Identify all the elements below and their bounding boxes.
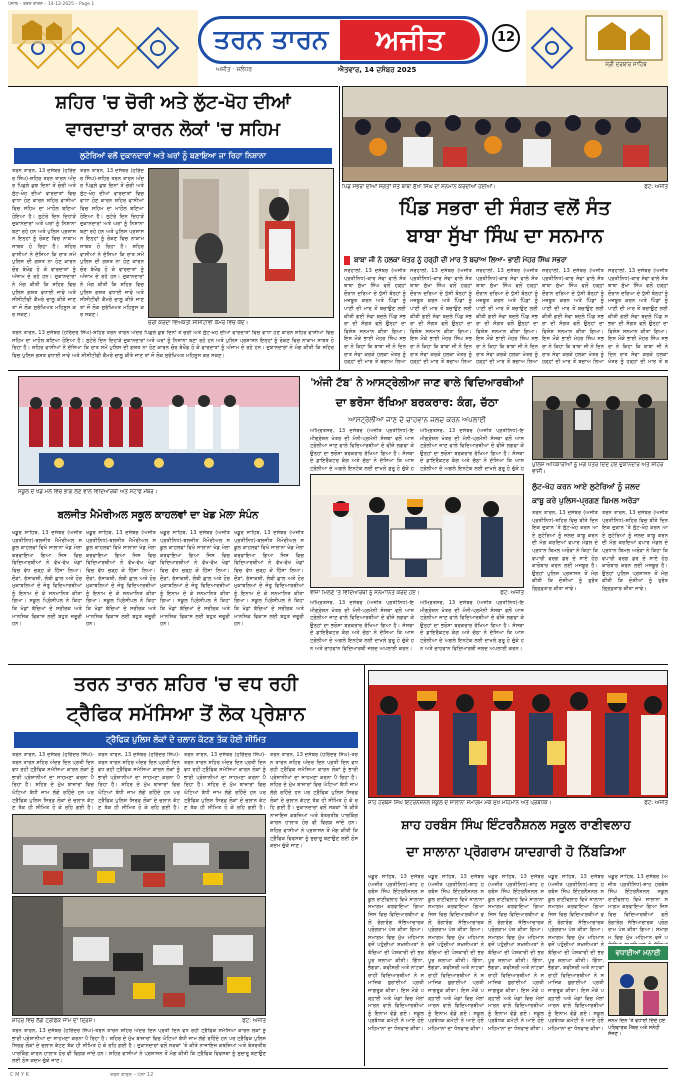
story4-award-photo <box>310 474 524 588</box>
story2-photo-credit: ਫੋਟੋ: ਅਜੀਤ <box>644 184 668 190</box>
story6-body-col4: ਤਰਨ ਤਾਰਨ, 13 ਦਸੰਬਰ (ਹਰਿੰਦਰ ਸਿੰਘ)-ਤਰਨ ਤਾਰਨ ਸ਼ਹਿਰ ਅੰਦਰ ਦਿਨ ਪ੍ਰਤੀ ਦਿਨ ਵਧ ਰਹੀ ਟ੍ਰੈਫਿਕ ਸਮੱਸਿਆ ਕਾਰਨ ਲੋਕਾਂ ਨੂੰ ਭਾਰੀ ਪ੍ਰੇਸ਼ਾਨੀਆਂ ਦਾ ਸਾਹਮਣਾ ਕਰਨਾ ਪੈ ਰਿਹਾ ਹੈ। ਸ਼ਹਿਰ ਦੇ ਮੁੱਖ ਬਾਜ਼ਾਰਾਂ ਵਿਚ ਘੰਟਿਆਂ ਬੱਧੀ ਜਾਮ ਲੱਗੇ ਰਹਿੰਦੇ ਹਨ ਪਰ ਟ੍ਰੈਫਿਕ ਪੁਲਿਸ ਸਿਰਫ਼ ਲੋਕਾਂ ਦੇ ਚਲਾਨ ਕੱਟਣ ਤੱਕ ਹੀ ਸੀਮਿਤ ਹੋ ਕੇ ਰਹਿ ਗਈ ਹੈ। ਦੁਕਾਨਦਾਰਾਂ ਵਲੋਂ ਸੜਕਾਂ 'ਤੇ ਕੀਤੇ ਨਾਜਾਇਜ਼ ਕਬਜ਼ਿਆਂ ਅਤੇ ਬੇਤਰਤੀਬ ਪਾਰਕਿੰਗ ਕਾਰਨ ਹਾਲਾਤ ਹੋਰ ਵੀ ਵਿਗੜ ਜਾਂਦੇ ਹਨ। ਸ਼ਹਿਰ ਵਾਸੀਆਂ ਨੇ ਪ੍ਰਸ਼ਾਸਨ ਤੋਂ ਮੰਗ ਕੀਤੀ ਕਿ ਟ੍ਰੈਫਿਕ ਵਿਵਸਥਾ ਨੂੰ ਸੁਚਾਰੂ ਬਣਾਉਣ ਲਈ ਠੋਸ ਕਦਮ ਚੁੱਕੇ ਜਾਣ। <box>270 752 358 850</box>
decorative-pattern-left-icon <box>8 10 198 86</box>
story7-headline-line1: ਸ਼ਾਹ ਹਰਬੰਸ ਸਿੰਘ ਇੰਟਰਨੈਸ਼ਨਲ ਸਕੂਲ ਰਾਣੀਵਲਾਹ <box>401 817 631 832</box>
story6-traffic-photo-1 <box>12 814 266 894</box>
story1-subhead: ਲੁਟੇਰਿਆਂ ਵਲੋਂ ਦੁਕਾਨਦਾਰਾਂ ਅਤੇ ਘਰਾਂ ਨੂੰ ਬਣਾਇਆ ਜਾ ਰਿਹਾ ਨਿਸ਼ਾਨਾ <box>14 148 332 164</box>
story2-body-col5: ਸਰਹਾਲੀ, 13 ਦਸੰਬਰ (ਅਜੀਤ ਪ੍ਰਤੀਨਿਧ)-ਕਾਰ ਸੇਵਾ ਵਾਲੇ ਸੰਤ ਬਾਬਾ ਸੁੱਖਾ ਸਿੰਘ ਵਲੋਂ ਹੜ੍ਹਾਂ ਦੌਰਾਨ ਦਰਿਆ ਦੇ ਧੁੱਸੀ ਬੰਨ੍ਹਾਂ ਨੂੰ ਮਜ਼ਬੂਤ ਕਰਨ ਅਤੇ ਪਿੰਡਾਂ ਨੂੰ ਪਾਣੀ ਦੀ ਮਾਰ ਤੋਂ ਬਚਾਉਣ ਲਈ ਕੀਤੀ ਗਈ ਸੇਵਾ ਬਦਲੇ ਪਿੰਡ ਸਭਰਾ ਦੀ ਸੰਗਤ ਵਲੋਂ ਉਨ੍ਹਾਂ ਦਾ ਵਿਸ਼ੇਸ਼ ਸਨਮਾਨ ਕੀਤਾ ਗਿਆ। ਇਸ ਮੌਕੇ ਭਾਈ ਮੇਹਰ ਸਿੰਘ ਸਭਰਾ ਨੇ ਕਿਹਾ ਕਿ ਬਾਬਾ ਜੀ ਨੇ ਦਿਨ ਰਾਤ ਸੇਵਾ ਕਰਕੇ ਹਲਕਾ ਖੇਤਰ ਨੂੰ ਹੜ੍ਹਾਂ ਦੀ ਮਾਰ ਤੋਂ ਬ <box>608 268 668 366</box>
family-portrait-icon <box>609 963 668 1016</box>
story6-subhead: ਟ੍ਰੈਫਿਕ ਪੁਲਿਸ ਲੋਕਾਂ ਦੇ ਚਲਾਨ ਕੱਟਣ ਤੱਕ ਹੋਈ ਸੀਮਿਤ <box>14 732 358 748</box>
story2-body-col4: ਸਰਹਾਲੀ, 13 ਦਸੰਬਰ (ਅਜੀਤ ਪ੍ਰਤੀਨਿਧ)-ਕਾਰ ਸੇਵਾ ਵਾਲੇ ਸੰਤ ਬਾਬਾ ਸੁੱਖਾ ਸਿੰਘ ਵਲੋਂ ਹੜ੍ਹਾਂ ਦੌਰਾਨ ਦਰਿਆ ਦੇ ਧੁੱਸੀ ਬੰਨ੍ਹਾਂ ਨੂੰ ਮਜ਼ਬੂਤ ਕਰਨ ਅਤੇ ਪਿੰਡਾਂ ਨੂੰ ਪਾਣੀ ਦੀ ਮਾਰ ਤੋਂ ਬਚਾਉਣ ਲਈ ਕੀਤੀ ਗਈ ਸੇਵਾ ਬਦਲੇ ਪਿੰਡ ਸਭਰਾ ਦੀ ਸੰਗਤ ਵਲੋਂ ਉਨ੍ਹਾਂ ਦਾ ਵਿਸ਼ੇਸ਼ ਸਨਮਾਨ ਕੀਤਾ ਗਿਆ। ਇਸ ਮੌਕੇ ਭਾਈ ਮੇਹਰ ਸਿੰਘ ਸਭਰਾ ਨੇ ਕਿਹਾ ਕਿ ਬਾਬਾ ਜੀ ਨੇ ਦਿਨ ਰਾਤ ਸੇਵਾ ਕਰਕੇ ਹਲਕਾ ਖੇਤਰ ਨੂੰ ਹੜ੍ਹਾਂ ਦੀ ਮਾਰ ਤੋਂ ਬਚਾਅ ਲਿਆ <box>542 268 604 366</box>
story5-body-col2: ਤਰਨ ਤਾਰਨ, 13 ਦਸੰਬਰ (ਅਜੀਤ ਪ੍ਰਤੀਨਿਧ)-ਸ਼ਹਿਰ ਵਿਚ ਬੀਤੇ ਦਿਨ ਇਕ ਦੁਕਾਨ 'ਤੇ ਲੁੱਟ-ਖੋਹ ਕਰਨ ਆਏ ਲੁਟੇਰਿਆਂ ਨੂੰ ਜਲਦ ਕਾਬੂ ਕਰਨ ਦੀ ਮੰਗ ਕਰਦਿਆਂ ਵਪਾਰ ਮੰਡਲ ਦੇ ਪ੍ਰਧਾਨ ਬਿਮਲ ਅਰੋੜਾ ਨੇ ਕਿਹਾ ਕਿ ਵਪਾਰੀ ਵਰਗ ਡਰ ਦੇ ਸਾਏ ਹੇਠ ਕਾਰੋਬਾਰ ਕਰਨ ਲਈ ਮਜਬੂਰ ਹੈ। ਉਨ੍ਹਾਂ ਪੁਲਿਸ ਪ੍ਰਸ਼ਾਸਨ ਤੋਂ ਮੰਗ ਕੀਤੀ ਕਿ ਦੋਸ਼ੀਆਂ ਨੂੰ ਤੁਰੰਤ ਗ੍ਰਿਫ਼ਤਾਰ ਕੀਤਾ ਜਾਵੇ। <box>602 510 668 592</box>
story2-body-col2: ਸਰਹਾਲੀ, 13 ਦਸੰਬਰ (ਅਜੀਤ ਪ੍ਰਤੀਨਿਧ)-ਕਾਰ ਸੇਵਾ ਵਾਲੇ ਸੰਤ ਬਾਬਾ ਸੁੱਖਾ ਸਿੰਘ ਵਲੋਂ ਹੜ੍ਹਾਂ ਦੌਰਾਨ ਦਰਿਆ ਦੇ ਧੁੱਸੀ ਬੰਨ੍ਹਾਂ ਨੂੰ ਮਜ਼ਬੂਤ ਕਰਨ ਅਤੇ ਪਿੰਡਾਂ ਨੂੰ ਪਾਣੀ ਦੀ ਮਾਰ ਤੋਂ ਬਚਾਉਣ ਲਈ ਕੀਤੀ ਗਈ ਸੇਵਾ ਬਦਲੇ ਪਿੰਡ ਸਭਰਾ ਦੀ ਸੰਗਤ ਵਲੋਂ ਉਨ੍ਹਾਂ ਦਾ ਵਿਸ਼ੇਸ਼ ਸਨਮਾਨ ਕੀਤਾ ਗਿਆ। ਇਸ ਮੌਕੇ ਭਾਈ ਮੇਹਰ ਸਿੰਘ ਸਭਰਾ ਨੇ ਕਿਹਾ ਕਿ ਬਾਬਾ ਜੀ ਨੇ ਦਿਨ ਰਾਤ ਸੇਵਾ ਕਰਕੇ ਹਲਕਾ ਖੇਤਰ ਨੂੰ ਹੜ੍ਹਾਂ ਦੀ ਮਾਰ ਤੋਂ ਬਚਾਅ ਲਿਆ <box>410 268 472 366</box>
award-handover-icon <box>311 475 524 588</box>
story2-sangat-photo <box>342 86 668 182</box>
story4-headline-line1: 'ਅੰਜੀ ਟੱਬ' ਨੇ ਆਸਟ੍ਰੇਲੀਆ ਜਾਣ ਵਾਲੇ ਵਿਦਿਆਰਥੀਆਂ <box>310 377 524 389</box>
traffic-jam-icon <box>13 815 266 894</box>
cctv-scene-icon <box>149 169 334 318</box>
story3-body-col3: ਖਡੂਰ ਸਾਹਿਬ, 13 ਦਸੰਬਰ (ਅਜੀਤ ਪ੍ਰਤੀਨਿਧ)-ਬਲਜੀਤ ਮੈਮੋਰੀਅਲ ਸਕੂਲ ਕਾਹਲਵਾਂ ਵਿਖੇ ਸਾਲਾਨਾ ਖੇਡ ਮੇਲਾ ਕਰਵਾਇਆ ਗਿਆ ਜਿਸ ਵਿਚ ਵਿਦਿਆਰਥੀਆਂ ਨੇ ਵੱਖ-ਵੱਖ ਖੇਡਾਂ ਵਿਚ ਵੱਧ ਚੜ੍ਹ ਕੇ ਹਿੱਸਾ ਲਿਆ। ਦੌੜਾਂ, ਰੱਸਾਕਸ਼ੀ, ਲੰਬੀ ਛਾਲ ਅਤੇ ਹੋਰ ਮੁਕਾਬਲਿਆਂ ਦੇ ਜੇਤੂ ਵਿਦਿਆਰਥੀਆਂ ਨੂੰ ਇਨਾਮ ਦੇ ਕੇ ਸਨਮਾਨਿਤ ਕੀਤਾ ਗਿਆ। ਸਕੂਲ ਪ੍ਰਿੰਸੀਪਲ ਨੇ ਕਿਹਾ ਕਿ ਖੇਡਾਂ ਬੱਚਿਆਂ ਦੇ ਸਰੀਰਕ ਅਤੇ ਮਾਨਸਿਕ ਵਿਕਾਸ ਲਈ ਬਹੁਤ ਜ਼ਰੂਰੀ ਹਨ। <box>160 530 230 628</box>
story1-body-col2: ਤਰਨ ਤਾਰਨ, 13 ਦਸੰਬਰ (ਹਰਿੰਦਰ ਸਿੰਘ)-ਸ਼ਹਿਰ ਤਰਨ ਤਾਰਨ ਅੰਦਰ ਪਿਛਲੇ ਕੁਝ ਦਿਨਾਂ ਤੋਂ ਚੋਰੀ ਅਤੇ ਲੁੱਟ-ਖੋਹ ਦੀਆਂ ਵਾਰਦਾਤਾਂ ਵਿਚ ਵਾਧਾ ਹੋਣ ਕਾਰਨ ਸ਼ਹਿਰ ਵਾਸੀਆਂ ਵਿਚ ਸਹਿਮ ਦਾ ਮਾਹੌਲ ਬਣਿਆ ਹੋਇਆ ਹੈ। ਲੁਟੇਰੇ ਦਿਨ ਦਿਹਾੜੇ ਦੁਕਾਨਦਾਰਾਂ ਅਤੇ ਘਰਾਂ ਨੂੰ ਨਿਸ਼ਾਨਾ ਬਣਾ ਰਹੇ ਹਨ ਅਤੇ ਪੁਲਿਸ ਪ੍ਰਸ਼ਾਸਨ ਇਨ੍ਹਾਂ ਨੂੰ ਰੋਕਣ ਵਿਚ ਨਾਕਾਮ ਸਾਬਤ ਹੋ ਰਿਹਾ ਹੈ। ਸ਼ਹਿਰ ਵਾਸੀਆਂ ਨੇ ਦੱਸਿਆ ਕਿ ਰਾਤ ਸਮੇਂ ਪੁਲਿਸ ਦੀ ਗਸ਼ਤ ਨਾ ਹੋਣ ਕਾਰਨ ਚੋਰ ਬੇਖੌਫ ਹੋ ਕੇ ਵਾਰਦਾਤਾਂ ਨੂੰ ਅੰਜਾਮ ਦੇ ਰਹੇ ਹਨ। ਦੁਕਾਨਦਾਰਾਂ ਨੇ ਮੰਗ ਕੀਤੀ ਕਿ ਸ਼ਹਿਰ ਵਿਚ ਪੁਲਿਸ ਗਸ਼ਤ ਵਧਾਈ ਜਾਵੇ ਅਤੇ ਸੀਸੀਟੀਵੀ ਕੈਮਰੇ ਚਾਲੂ ਕੀਤੇ ਜਾਣ ਤਾਂ ਜੋ ਲੋਕ ਸੁਰੱਖਿਅਤ ਮਹਿਸੂਸ ਕਰ ਸਕਣ। <box>80 168 144 319</box>
story6-headline-line1: ਤਰਨ ਤਾਰਨ ਸ਼ਹਿਰ 'ਚ ਵਧ ਰਹੀ <box>73 673 298 695</box>
school-event-stage-icon <box>369 671 668 798</box>
print-slug: ਪੰਜਾਬ – ਤਰਨ ਤਾਰਨ – 14-12-2025 – Page 1 <box>8 2 95 7</box>
story4-photo-credit: ਫੋਟੋ: ਅਜੀਤ <box>500 590 524 596</box>
story1-frame-top <box>8 86 338 87</box>
story1-body-col-bottom: ਤਰਨ ਤਾਰਨ, 13 ਦਸੰਬਰ (ਹਰਿੰਦਰ ਸਿੰਘ)-ਸ਼ਹਿਰ ਤਰਨ ਤਾਰਨ ਅੰਦਰ ਪਿਛਲੇ ਕੁਝ ਦਿਨਾਂ ਤੋਂ ਚੋਰੀ ਅਤੇ ਲੁੱਟ-ਖੋਹ ਦੀਆਂ ਵਾਰਦਾਤਾਂ ਵਿਚ ਵਾਧਾ ਹੋਣ ਕਾਰਨ ਸ਼ਹਿਰ ਵਾਸੀਆਂ ਵਿਚ ਸਹਿਮ ਦਾ ਮਾਹੌਲ ਬਣਿਆ ਹੋਇਆ ਹੈ। ਲੁਟੇਰੇ ਦਿਨ ਦਿਹਾੜੇ ਦੁਕਾਨਦਾਰਾਂ ਅਤੇ ਘਰਾਂ ਨੂੰ ਨਿਸ਼ਾਨਾ ਬਣਾ ਰਹੇ ਹਨ ਅਤੇ ਪੁਲਿਸ ਪ੍ਰਸ਼ਾਸਨ ਇਨ੍ਹਾਂ ਨੂੰ ਰੋਕਣ ਵਿਚ ਨਾਕਾਮ ਸਾਬਤ ਹੋ ਰਿਹਾ ਹੈ। ਸ਼ਹਿਰ ਵਾਸੀਆਂ ਨੇ ਦੱਸਿਆ ਕਿ ਰਾਤ ਸਮੇਂ ਪੁਲਿਸ ਦੀ ਗਸ਼ਤ ਨਾ ਹੋਣ ਕਾਰਨ ਚੋਰ ਬੇਖੌਫ ਹੋ ਕੇ ਵਾਰਦਾਤਾਂ ਨੂੰ ਅੰਜਾਮ ਦੇ ਰਹੇ ਹਨ। ਦੁਕਾਨਦਾਰਾਂ ਨੇ ਮੰਗ ਕੀਤੀ ਕਿ ਸ਼ਹਿਰ ਵਿਚ ਪੁਲਿਸ ਗਸ਼ਤ ਵਧਾਈ ਜਾਵੇ ਅਤੇ ਸੀਸੀਟੀਵੀ ਕੈਮਰੇ ਚਾਲੂ ਕੀਤੇ ਜਾਣ ਤਾਂ ਜੋ ਲੋਕ ਸੁਰੱਖਿਅਤ ਮਹਿਸੂਸ ਕਰ ਸਕਣ। <box>12 330 334 359</box>
story6-body-col-bottom: ਤਰਨ ਤਾਰਨ, 13 ਦਸੰਬਰ (ਹਰਿੰਦਰ ਸਿੰਘ)-ਤਰਨ ਤਾਰਨ ਸ਼ਹਿਰ ਅੰਦਰ ਦਿਨ ਪ੍ਰਤੀ ਦਿਨ ਵਧ ਰਹੀ ਟ੍ਰੈਫਿਕ ਸਮੱਸਿਆ ਕਾਰਨ ਲੋਕਾਂ ਨੂੰ ਭਾਰੀ ਪ੍ਰੇਸ਼ਾਨੀਆਂ ਦਾ ਸਾਹਮਣਾ ਕਰਨਾ ਪੈ ਰਿਹਾ ਹੈ। ਸ਼ਹਿਰ ਦੇ ਮੁੱਖ ਬਾਜ਼ਾਰਾਂ ਵਿਚ ਘੰਟਿਆਂ ਬੱਧੀ ਜਾਮ ਲੱਗੇ ਰਹਿੰਦੇ ਹਨ ਪਰ ਟ੍ਰੈਫਿਕ ਪੁਲਿਸ ਸਿਰਫ਼ ਲੋਕਾਂ ਦੇ ਚਲਾਨ ਕੱਟਣ ਤੱਕ ਹੀ ਸੀਮਿਤ ਹੋ ਕੇ ਰਹਿ ਗਈ ਹੈ। ਦੁਕਾਨਦਾਰਾਂ ਵਲੋਂ ਸੜਕਾਂ 'ਤੇ ਕੀਤੇ ਨਾਜਾਇਜ਼ ਕਬਜ਼ਿਆਂ ਅਤੇ ਬੇਤਰਤੀਬ ਪਾਰਕਿੰਗ ਕਾਰਨ ਹਾਲਾਤ ਹੋਰ ਵੀ ਵਿਗੜ ਜਾਂਦੇ ਹਨ। ਸ਼ਹਿਰ ਵਾਸੀਆਂ ਨੇ ਪ੍ਰਸ਼ਾਸਨ ਤੋਂ ਮੰਗ ਕੀਤੀ ਕਿ ਟ੍ਰੈਫਿਕ ਵਿਵਸਥਾ ਨੂੰ ਸੁਚਾਰੂ ਬਣਾਉਣ ਲਈ ਠੋਸ ਕਦਮ ਚੁੱਕੇ ਜਾਣ। <box>12 1028 266 1065</box>
story7-body-col5: ਖਡੂਰ ਸਾਹਿਬ, 13 ਦਸੰਬਰ (ਅਜੀਤ ਪ੍ਰਤੀਨਿਧ)-ਸ਼ਾਹ ਹਰਬੰਸ ਸਿੰਘ ਇੰਟਰਨੈਸ਼ਨਲ ਸਕੂਲ ਰਾਣੀਵਲਾਹ ਵਿਖੇ ਸਾਲਾਨਾ ਸਮਾਗਮ ਕਰਵਾਇਆ ਗਿਆ ਜਿਸ ਵਿਚ ਵਿਦਿਆਰਥੀਆਂ ਵਲੋਂ ਰੰਗਾਰੰਗ ਸੱਭਿਆਚਾਰਕ ਪ੍ਰੋਗਰਾਮ ਪੇਸ਼ ਕੀਤਾ ਗਿਆ। ਸਮਾਗਮ ਵਿਚ ਮੁੱਖ ਮਹਿਮਾਨ ਵਜੋਂ ਪ <box>608 874 668 941</box>
story6-body-col1: ਤਰਨ ਤਾਰਨ, 13 ਦਸੰਬਰ (ਹਰਿੰਦਰ ਸਿੰਘ)-ਤਰਨ ਤਾਰਨ ਸ਼ਹਿਰ ਅੰਦਰ ਦਿਨ ਪ੍ਰਤੀ ਦਿਨ ਵਧ ਰਹੀ ਟ੍ਰੈਫਿਕ ਸਮੱਸਿਆ ਕਾਰਨ ਲੋਕਾਂ ਨੂੰ ਭਾਰੀ ਪ੍ਰੇਸ਼ਾਨੀਆਂ ਦਾ ਸਾਹਮਣਾ ਕਰਨਾ ਪੈ ਰਿਹਾ ਹੈ। ਸ਼ਹਿਰ ਦੇ ਮੁੱਖ ਬਾਜ਼ਾਰਾਂ ਵਿਚ ਘੰਟਿਆਂ ਬੱਧੀ ਜਾਮ ਲੱਗੇ ਰਹਿੰਦੇ ਹਨ ਪਰ ਟ੍ਰੈਫਿਕ ਪੁਲਿਸ ਸਿਰਫ਼ ਲੋਕਾਂ ਦੇ ਚਲਾਨ ਕੱਟਣ ਤੱਕ ਹੀ ਸੀਮਿਤ ਹੋ ਕੇ ਰਹਿ ਗਈ ਹੈ। <box>12 752 94 812</box>
story2-subhead: ਬਾਬਾ ਜੀ ਨੇ ਹਲਕਾ ਖੇਤਰ ਨੂੰ ਹਰ੍ਹੀ ਦੀ ਮਾਰ ਤੋਂ ਬਚਾਅ ਲਿਆ- ਭਾਈ ਮੇਹਰ ਸਿੰਘ ਸਭਰਾ <box>344 256 666 265</box>
story1-body-col1: ਤਰਨ ਤਾਰਨ, 13 ਦਸੰਬਰ (ਹਰਿੰਦਰ ਸਿੰਘ)-ਸ਼ਹਿਰ ਤਰਨ ਤਾਰਨ ਅੰਦਰ ਪਿਛਲੇ ਕੁਝ ਦਿਨਾਂ ਤੋਂ ਚੋਰੀ ਅਤੇ ਲੁੱਟ-ਖੋਹ ਦੀਆਂ ਵਾਰਦਾਤਾਂ ਵਿਚ ਵਾਧਾ ਹੋਣ ਕਾਰਨ ਸ਼ਹਿਰ ਵਾਸੀਆਂ ਵਿਚ ਸਹਿਮ ਦਾ ਮਾਹੌਲ ਬਣਿਆ ਹੋਇਆ ਹੈ। ਲੁਟੇਰੇ ਦਿਨ ਦਿਹਾੜੇ ਦੁਕਾਨਦਾਰਾਂ ਅਤੇ ਘਰਾਂ ਨੂੰ ਨਿਸ਼ਾਨਾ ਬਣਾ ਰਹੇ ਹਨ ਅਤੇ ਪੁਲਿਸ ਪ੍ਰਸ਼ਾਸਨ ਇਨ੍ਹਾਂ ਨੂੰ ਰੋਕਣ ਵਿਚ ਨਾਕਾਮ ਸਾਬਤ ਹੋ ਰਿਹਾ ਹੈ। ਸ਼ਹਿਰ ਵਾਸੀਆਂ ਨੇ ਦੱਸਿਆ ਕਿ ਰਾਤ ਸਮੇਂ ਪੁਲਿਸ ਦੀ ਗਸ਼ਤ ਨਾ ਹੋਣ ਕਾਰਨ ਚੋਰ ਬੇਖੌਫ ਹੋ ਕੇ ਵਾਰਦਾਤਾਂ ਨੂੰ ਅੰਜਾਮ ਦੇ ਰਹੇ ਹਨ। ਦੁਕਾਨਦਾਰਾਂ ਨੇ ਮੰਗ ਕੀਤੀ ਕਿ ਸ਼ਹਿਰ ਵਿਚ ਪੁਲਿਸ ਗਸ਼ਤ ਵਧਾਈ ਜਾਵੇ ਅਤੇ ਸੀਸੀਟੀਵੀ ਕੈਮਰੇ ਚਾਲੂ ਕੀਤੇ ਜਾਣ ਤਾਂ ਜੋ ਲੋਕ ਸੁਰੱਖਿਅਤ ਮਹਿਸੂਸ ਕਰ ਸਕਣ। <box>12 168 76 319</box>
story1-photo-caption: ਚੋਰੀ ਕਰਦਾ ਵਿਅਕਤੀ ਸੀਸੀਟੀਵੀ ਕੈਮਰੇ ਵਿਚ ਕੈਦ। <box>148 320 249 326</box>
greetings-label: ਵਧਾਈਆਂ ਮਨਾਈ <box>608 946 668 960</box>
traffic-street-icon <box>13 897 266 1016</box>
story6-photo-credit: ਫੋਟੋ: ਅਜੀਤ <box>242 1018 266 1024</box>
story5-photo-caption: ਪੁਲਿਸ ਅਧਿਕਾਰੀਆਂ ਨੂੰ ਮੰਗ ਪੱਤਰ ਦਿੰਦੇ ਹੋਏ ਦੁਕਾਨਦਾਰ ਅਤੇ ਸ਼ਹਿਰ ਵਾਸੀ। <box>532 462 664 475</box>
footer-right: ਤਰਨ ਤਾਰਨ – ਪੰਨਾ 12 <box>110 1072 154 1078</box>
story7-body-col2: ਖਡੂਰ ਸਾਹਿਬ, 13 ਦਸੰਬਰ (ਅਜੀਤ ਪ੍ਰਤੀਨਿਧ)-ਸ਼ਾਹ ਹਰਬੰਸ ਸਿੰਘ ਇੰਟਰਨੈਸ਼ਨਲ ਸਕੂਲ ਰਾਣੀਵਲਾਹ ਵਿਖੇ ਸਾਲਾਨਾ ਸਮਾਗਮ ਕਰਵਾਇਆ ਗਿਆ ਜਿਸ ਵਿਚ ਵਿਦਿਆਰਥੀਆਂ ਵਲੋਂ ਰੰਗਾਰੰਗ ਸੱਭਿਆਚਾਰਕ ਪ੍ਰੋਗਰਾਮ ਪੇਸ਼ ਕੀਤਾ ਗਿਆ। ਸਮਾਗਮ ਵਿਚ ਮੁੱਖ ਮਹਿਮਾਨ ਵਜੋਂ ਪਹੁੰਚੀਆਂ ਸ਼ਖ਼ਸੀਅਤਾਂ ਨੇ ਬੱਚਿਆਂ ਦੀ ਪੇਸ਼ਕਾਰੀ ਦੀ ਭਰਪੂਰ ਸ਼ਲਾਘਾ ਕੀਤੀ। ਗਿੱਧਾ, ਭੰਗੜਾ, ਕਵੀਸ਼ਰੀ ਅਤੇ ਨਾਟਕਾਂ ਰਾਹੀਂ ਵਿਦਿਆਰਥੀਆਂ ਨੇ ਸਮਾਜਿਕ ਬੁਰਾਈਆਂ ਪ੍ਰਤੀ ਜਾਗਰੂਕ ਕੀਤਾ। ਇਸ ਮੌਕੇ ਪੜ੍ਹਾਈ ਅਤੇ ਖੇਡਾਂ ਵਿਚ ਮੱਲਾਂ ਮਾਰਨ ਵਾਲੇ ਵਿਦਿਆਰਥੀਆਂ ਨੂੰ ਇਨਾਮ ਵੰਡੇ ਗਏ। ਸਕੂਲ ਪ੍ਰਬੰਧਕ ਕਮੇਟੀ ਨੇ ਆਏ ਹੋਏ ਮਹਿਮਾਨਾਂ ਦਾ ਧੰਨਵਾਦ ਕੀਤਾ। <box>428 874 484 1032</box>
story3-body-col1: ਖਡੂਰ ਸਾਹਿਬ, 13 ਦਸੰਬਰ (ਅਜੀਤ ਪ੍ਰਤੀਨਿਧ)-ਬਲਜੀਤ ਮੈਮੋਰੀਅਲ ਸਕੂਲ ਕਾਹਲਵਾਂ ਵਿਖੇ ਸਾਲਾਨਾ ਖੇਡ ਮੇਲਾ ਕਰਵਾਇਆ ਗਿਆ ਜਿਸ ਵਿਚ ਵਿਦਿਆਰਥੀਆਂ ਨੇ ਵੱਖ-ਵੱਖ ਖੇਡਾਂ ਵਿਚ ਵੱਧ ਚੜ੍ਹ ਕੇ ਹਿੱਸਾ ਲਿਆ। ਦੌੜਾਂ, ਰੱਸਾਕਸ਼ੀ, ਲੰਬੀ ਛਾਲ ਅਤੇ ਹੋਰ ਮੁਕਾਬਲਿਆਂ ਦੇ ਜੇਤੂ ਵਿਦਿਆਰਥੀਆਂ ਨੂੰ ਇਨਾਮ ਦੇ ਕੇ ਸਨਮਾਨਿਤ ਕੀਤਾ ਗਿਆ। ਸਕੂਲ ਪ੍ਰਿੰਸੀਪਲ ਨੇ ਕਿਹਾ ਕਿ ਖੇਡਾਂ ਬੱਚਿਆਂ ਦੇ ਸਰੀਰਕ ਅਤੇ ਮਾਨਸਿਕ ਵਿਕਾਸ ਲਈ ਬਹੁਤ ਜ਼ਰੂਰੀ ਹਨ। <box>12 530 82 628</box>
story4-body-bottom-col1: ਅੰਮ੍ਰਿਤਸਰ, 13 ਦਸੰਬਰ (ਅਜੀਤ ਪ੍ਰਤੀਨਿਧ)-ਇਮੀਗ੍ਰੇਸ਼ਨ ਖੇਤਰ ਦੀ ਮੰਨੀ-ਪ੍ਰਮੰਨੀ ਸੰਸਥਾ ਵਲੋਂ ਆਸਟ੍ਰੇਲੀਆ ਜਾਣ ਵਾਲੇ ਵਿਦਿਆਰਥੀਆਂ ਦੇ ਵੀਜ਼ੇ ਲਗਵਾ ਕੇ ਉਨ੍ਹਾਂ ਦਾ ਭਰੋਸਾ ਬਰਕਰਾਰ ਰੱਖਿਆ ਗਿਆ ਹੈ। ਸੰਸਥਾ ਦੇ ਡਾਇਰੈਕਟਰ ਕੰਗ ਅਤੇ ਚੱਠਾ ਨੇ ਦੱਸਿਆ ਕਿ ਆਸਟ੍ਰੇਲੀਆ ਦੇ ਅਗਲੇ ਇਨਟੇਕ ਲਈ ਦਾਖਲੇ ਸ਼ੁਰੂ ਹੋ ਚੁੱਕੇ ਹਨ ਅਤੇ ਚਾਹਵਾਨ ਵਿਦਿਆਰਥੀ ਜਲਦ ਅਪਲਾਈ ਕਰਨ। <box>310 600 414 652</box>
story2-body-col3: ਸਰਹਾਲੀ, 13 ਦਸੰਬਰ (ਅਜੀਤ ਪ੍ਰਤੀਨਿਧ)-ਕਾਰ ਸੇਵਾ ਵਾਲੇ ਸੰਤ ਬਾਬਾ ਸੁੱਖਾ ਸਿੰਘ ਵਲੋਂ ਹੜ੍ਹਾਂ ਦੌਰਾਨ ਦਰਿਆ ਦੇ ਧੁੱਸੀ ਬੰਨ੍ਹਾਂ ਨੂੰ ਮਜ਼ਬੂਤ ਕਰਨ ਅਤੇ ਪਿੰਡਾਂ ਨੂੰ ਪਾਣੀ ਦੀ ਮਾਰ ਤੋਂ ਬਚਾਉਣ ਲਈ ਕੀਤੀ ਗਈ ਸੇਵਾ ਬਦਲੇ ਪਿੰਡ ਸਭਰਾ ਦੀ ਸੰਗਤ ਵਲੋਂ ਉਨ੍ਹਾਂ ਦਾ ਵਿਸ਼ੇਸ਼ ਸਨਮਾਨ ਕੀਤਾ ਗਿਆ। ਇਸ ਮੌਕੇ ਭਾਈ ਮੇਹਰ ਸਿੰਘ ਸਭਰਾ ਨੇ ਕਿਹਾ ਕਿ ਬਾਬਾ ਜੀ ਨੇ ਦਿਨ ਰਾਤ ਸੇਵਾ ਕਰਕੇ ਹਲਕਾ ਖੇਤਰ ਨੂੰ ਹੜ੍ਹਾਂ ਦੀ ਮਾਰ ਤੋਂ ਬਚਾਅ ਲਿਆ <box>476 268 538 366</box>
story4-body-bottom-col2: ਅੰਮ੍ਰਿਤਸਰ, 13 ਦਸੰਬਰ (ਅਜੀਤ ਪ੍ਰਤੀਨਿਧ)-ਇਮੀਗ੍ਰੇਸ਼ਨ ਖੇਤਰ ਦੀ ਮੰਨੀ-ਪ੍ਰਮੰਨੀ ਸੰਸਥਾ ਵਲੋਂ ਆਸਟ੍ਰੇਲੀਆ ਜਾਣ ਵਾਲੇ ਵਿਦਿਆਰਥੀਆਂ ਦੇ ਵੀਜ਼ੇ ਲਗਵਾ ਕੇ ਉਨ੍ਹਾਂ ਦਾ ਭਰੋਸਾ ਬਰਕਰਾਰ ਰੱਖਿਆ ਗਿਆ ਹੈ। ਸੰਸਥਾ ਦੇ ਡਾਇਰੈਕਟਰ ਕੰਗ ਅਤੇ ਚੱਠਾ ਨੇ ਦੱਸਿਆ ਕਿ ਆਸਟ੍ਰੇਲੀਆ ਦੇ ਅਗਲੇ ਇਨਟੇਕ ਲਈ ਦਾਖਲੇ ਸ਼ੁਰੂ ਹੋ ਚੁੱਕੇ ਹਨ ਅਤੇ ਚਾਹਵਾਨ ਵਿਦਿਆਰਥੀ ਜਲਦ ਅਪਲਾਈ ਕਰਨ। <box>420 600 524 652</box>
officials-meeting-icon <box>533 377 668 460</box>
story1-headline-line2: ਵਾਰਦਾਤਾਂ ਕਾਰਨ ਲੋਕਾਂ 'ਚ ਸਹਿਮ <box>65 119 280 140</box>
story5-headline-line1: ਲੁੱਟ-ਖੋਹ ਕਰਨ ਆਏ ਲੁਟੇਰਿਆਂ ਨੂੰ ਜਲਦ <box>532 482 640 491</box>
story5-meeting-photo <box>532 376 668 460</box>
story6-headline-line2: ਟ੍ਰੈਫਿਕ ਸਮੱਸਿਆ ਤੋਂ ਲੋਕ ਪ੍ਰੇਸ਼ਾਨ <box>66 703 306 725</box>
story1-cctv-photo <box>148 168 334 318</box>
story7-body-col1: ਖਡੂਰ ਸਾਹਿਬ, 13 ਦਸੰਬਰ (ਅਜੀਤ ਪ੍ਰਤੀਨਿਧ)-ਸ਼ਾਹ ਹਰਬੰਸ ਸਿੰਘ ਇੰਟਰਨੈਸ਼ਨਲ ਸਕੂਲ ਰਾਣੀਵਲਾਹ ਵਿਖੇ ਸਾਲਾਨਾ ਸਮਾਗਮ ਕਰਵਾਇਆ ਗਿਆ ਜਿਸ ਵਿਚ ਵਿਦਿਆਰਥੀਆਂ ਵਲੋਂ ਰੰਗਾਰੰਗ ਸੱਭਿਆਚਾਰਕ ਪ੍ਰੋਗਰਾਮ ਪੇਸ਼ ਕੀਤਾ ਗਿਆ। ਸਮਾਗਮ ਵਿਚ ਮੁੱਖ ਮਹਿਮਾਨ ਵਜੋਂ ਪਹੁੰਚੀਆਂ ਸ਼ਖ਼ਸੀਅਤਾਂ ਨੇ ਬੱਚਿਆਂ ਦੀ ਪੇਸ਼ਕਾਰੀ ਦੀ ਭਰਪੂਰ ਸ਼ਲਾਘਾ ਕੀਤੀ। ਗਿੱਧਾ, ਭੰਗੜਾ, ਕਵੀਸ਼ਰੀ ਅਤੇ ਨਾਟਕਾਂ ਰਾਹੀਂ ਵਿਦਿਆਰਥੀਆਂ ਨੇ ਸਮਾਜਿਕ ਬੁਰਾਈਆਂ ਪ੍ਰਤੀ ਜਾਗਰੂਕ ਕੀਤਾ। ਇਸ ਮੌਕੇ ਪੜ੍ਹਾਈ ਅਤੇ ਖੇਡਾਂ ਵਿਚ ਮੱਲਾਂ ਮਾਰਨ ਵਾਲੇ ਵਿਦਿਆਰਥੀਆਂ ਨੂੰ ਇਨਾਮ ਵੰਡੇ ਗਏ। ਸਕੂਲ ਪ੍ਰਬੰਧਕ ਕਮੇਟੀ ਨੇ ਆਏ ਹੋਏ ਮਹਿਮਾਨਾਂ ਦਾ ਧੰਨਵਾਦ ਕੀਤਾ। <box>368 874 424 1032</box>
masthead-title-left: ਤਰਨ ਤਾਰਨ <box>213 25 329 55</box>
masthead <box>8 10 668 86</box>
story7-headline-line2: ਦਾ ਸਾਲਾਨਾ ਪ੍ਰੋਗਰਾਮ ਯਾਦਗਾਰੀ ਹੋ ਨਿੱਬੜਿਆ <box>406 845 626 860</box>
story4-headline-line2: ਦਾ ਭਰੋਸਾ ਰੱਖਿਆ ਬਰਕਰਾਰ: ਕੰਗ, ਚੱਠਾ <box>335 396 499 409</box>
story2-body-col1: ਸਰਹਾਲੀ, 13 ਦਸੰਬਰ (ਅਜੀਤ ਪ੍ਰਤੀਨਿਧ)-ਕਾਰ ਸੇਵਾ ਵਾਲੇ ਸੰਤ ਬਾਬਾ ਸੁੱਖਾ ਸਿੰਘ ਵਲੋਂ ਹੜ੍ਹਾਂ ਦੌਰਾਨ ਦਰਿਆ ਦੇ ਧੁੱਸੀ ਬੰਨ੍ਹਾਂ ਨੂੰ ਮਜ਼ਬੂਤ ਕਰਨ ਅਤੇ ਪਿੰਡਾਂ ਨੂੰ ਪਾਣੀ ਦੀ ਮਾਰ ਤੋਂ ਬਚਾਉਣ ਲਈ ਕੀਤੀ ਗਈ ਸੇਵਾ ਬਦਲੇ ਪਿੰਡ ਸਭਰਾ ਦੀ ਸੰਗਤ ਵਲੋਂ ਉਨ੍ਹਾਂ ਦਾ ਵਿਸ਼ੇਸ਼ ਸਨਮਾਨ ਕੀਤਾ ਗਿਆ। ਇਸ ਮੌਕੇ ਭਾਈ ਮੇਹਰ ਸਿੰਘ ਸਭਰਾ ਨੇ ਕਿਹਾ ਕਿ ਬਾਬਾ ਜੀ ਨੇ ਦਿਨ ਰਾਤ ਸੇਵਾ ਕਰਕੇ ਹਲਕਾ ਖੇਤਰ ਨੂੰ ਹੜ੍ਹਾਂ ਦੀ ਮਾਰ ਤੋਂ ਬਚਾਅ ਲਿਆ <box>344 268 406 366</box>
story4-subhead: ਆਸਟ੍ਰੇਲੀਆ ਜਾਣ ਦੇ ਚਾਹਵਾਨ ਜਲਦ ਕਰਨ ਅਪਲਾਈ <box>348 416 486 424</box>
sangat-gathering-icon <box>343 87 668 182</box>
masthead-ad-label: ਸ੍ਰੀ ਦਰਬਾਰ ਸਾਹਿਬ <box>605 62 647 68</box>
story6-traffic-photo-2 <box>12 896 266 1016</box>
story3-headline: ਬਲਜੀਤ ਮੈਮੋਰੀਅਲ ਸਕੂਲ ਕਾਹਲਵਾਂ ਦਾ ਖੇਡ ਮੇਲਾ ਸੰਪੰਨ <box>57 510 259 521</box>
story3-body-col2: ਖਡੂਰ ਸਾਹਿਬ, 13 ਦਸੰਬਰ (ਅਜੀਤ ਪ੍ਰਤੀਨਿਧ)-ਬਲਜੀਤ ਮੈਮੋਰੀਅਲ ਸਕੂਲ ਕਾਹਲਵਾਂ ਵਿਖੇ ਸਾਲਾਨਾ ਖੇਡ ਮੇਲਾ ਕਰਵਾਇਆ ਗਿਆ ਜਿਸ ਵਿਚ ਵਿਦਿਆਰਥੀਆਂ ਨੇ ਵੱਖ-ਵੱਖ ਖੇਡਾਂ ਵਿਚ ਵੱਧ ਚੜ੍ਹ ਕੇ ਹਿੱਸਾ ਲਿਆ। ਦੌੜਾਂ, ਰੱਸਾਕਸ਼ੀ, ਲੰਬੀ ਛਾਲ ਅਤੇ ਹੋਰ ਮੁਕਾਬਲਿਆਂ ਦੇ ਜੇਤੂ ਵਿਦਿਆਰਥੀਆਂ ਨੂੰ ਇਨਾਮ ਦੇ ਕੇ ਸਨਮਾਨਿਤ ਕੀਤਾ ਗਿਆ। ਸਕੂਲ ਪ੍ਰਿੰਸੀਪਲ ਨੇ ਕਿਹਾ ਕਿ ਖੇਡਾਂ ਬੱਚਿਆਂ ਦੇ ਸਰੀਰਕ ਅਤੇ ਮਾਨਸਿਕ ਵਿਕਾਸ ਲਈ ਬਹੁਤ ਜ਼ਰੂਰੀ ਹਨ। <box>86 530 156 628</box>
column-rule-2 <box>364 664 365 1066</box>
story3-students-photo <box>18 376 300 486</box>
story7-body-col3: ਖਡੂਰ ਸਾਹਿਬ, 13 ਦਸੰਬਰ (ਅਜੀਤ ਪ੍ਰਤੀਨਿਧ)-ਸ਼ਾਹ ਹਰਬੰਸ ਸਿੰਘ ਇੰਟਰਨੈਸ਼ਨਲ ਸਕੂਲ ਰਾਣੀਵਲਾਹ ਵਿਖੇ ਸਾਲਾਨਾ ਸਮਾਗਮ ਕਰਵਾਇਆ ਗਿਆ ਜਿਸ ਵਿਚ ਵਿਦਿਆਰਥੀਆਂ ਵਲੋਂ ਰੰਗਾਰੰਗ ਸੱਭਿਆਚਾਰਕ ਪ੍ਰੋਗਰਾਮ ਪੇਸ਼ ਕੀਤਾ ਗਿਆ। ਸਮਾਗਮ ਵਿਚ ਮੁੱਖ ਮਹਿਮਾਨ ਵਜੋਂ ਪਹੁੰਚੀਆਂ ਸ਼ਖ਼ਸੀਅਤਾਂ ਨੇ ਬੱਚਿਆਂ ਦੀ ਪੇਸ਼ਕਾਰੀ ਦੀ ਭਰਪੂਰ ਸ਼ਲਾਘਾ ਕੀਤੀ। ਗਿੱਧਾ, ਭੰਗੜਾ, ਕਵੀਸ਼ਰੀ ਅਤੇ ਨਾਟਕਾਂ ਰਾਹੀਂ ਵਿਦਿਆਰਥੀਆਂ ਨੇ ਸਮਾਜਿਕ ਬੁਰਾਈਆਂ ਪ੍ਰਤੀ ਜਾਗਰੂਕ ਕੀਤਾ। ਇਸ ਮੌਕੇ ਪੜ੍ਹਾਈ ਅਤੇ ਖੇਡਾਂ ਵਿਚ ਮੱਲਾਂ ਮਾਰਨ ਵਾਲੇ ਵਿਦਿਆਰਥੀਆਂ ਨੂੰ ਇਨਾਮ ਵੰਡੇ ਗਏ। ਸਕੂਲ ਪ੍ਰਬੰਧਕ ਕਮੇਟੀ ਨੇ ਆਏ ਹੋਏ ਮਹਿਮਾਨਾਂ ਦਾ ਧੰਨਵਾਦ ਕੀਤਾ। <box>488 874 544 1032</box>
story5-body-col1: ਤਰਨ ਤਾਰਨ, 13 ਦਸੰਬਰ (ਅਜੀਤ ਪ੍ਰਤੀਨਿਧ)-ਸ਼ਹਿਰ ਵਿਚ ਬੀਤੇ ਦਿਨ ਇਕ ਦੁਕਾਨ 'ਤੇ ਲੁੱਟ-ਖੋਹ ਕਰਨ ਆਏ ਲੁਟੇਰਿਆਂ ਨੂੰ ਜਲਦ ਕਾਬੂ ਕਰਨ ਦੀ ਮੰਗ ਕਰਦਿਆਂ ਵਪਾਰ ਮੰਡਲ ਦੇ ਪ੍ਰਧਾਨ ਬਿਮਲ ਅਰੋੜਾ ਨੇ ਕਿਹਾ ਕਿ ਵਪਾਰੀ ਵਰਗ ਡਰ ਦੇ ਸਾਏ ਹੇਠ ਕਾਰੋਬਾਰ ਕਰਨ ਲਈ ਮਜਬੂਰ ਹੈ। ਉਨ੍ਹਾਂ ਪੁਲਿਸ ਪ੍ਰਸ਼ਾਸਨ ਤੋਂ ਮੰਗ ਕੀਤੀ ਕਿ ਦੋਸ਼ੀਆਂ ਨੂੰ ਤੁਰੰਤ ਗ੍ਰਿਫ਼ਤਾਰ ਕੀਤਾ ਜਾਵੇ। <box>532 510 598 592</box>
story2-headline-line1: ਪਿੰਡ ਸਭਰਾ ਦੀ ਸੰਗਤ ਵਲੋਂ ਸੰਤ <box>399 197 611 219</box>
story6-photo-caption: ਸ਼ਹਿਰ ਵਿਚ ਲੱਗੇ ਟ੍ਰੈਫਿਕ ਜਾਮ ਦਾ ਦ੍ਰਿਸ਼। <box>12 1018 96 1024</box>
story7-photo-credit: ਫੋਟੋ: ਅਜੀਤ <box>644 800 668 806</box>
masthead-sub-left: ਅਜੀਤ · ਜਲੰਧਰ <box>216 66 252 73</box>
footer-rule <box>8 1068 668 1069</box>
section-divider-1 <box>8 370 668 371</box>
decorative-pattern-right-icon <box>526 10 668 86</box>
story7-school-event-photo <box>368 670 668 798</box>
greetings-photo <box>608 962 668 1016</box>
story4-body-col2: ਅੰਮ੍ਰਿਤਸਰ, 13 ਦਸੰਬਰ (ਅਜੀਤ ਪ੍ਰਤੀਨਿਧ)-ਇਮੀਗ੍ਰੇਸ਼ਨ ਖੇਤਰ ਦੀ ਮੰਨੀ-ਪ੍ਰਮੰਨੀ ਸੰਸਥਾ ਵਲੋਂ ਆਸਟ੍ਰੇਲੀਆ ਜਾਣ ਵਾਲੇ ਵਿਦਿਆਰਥੀਆਂ ਦੇ ਵੀਜ਼ੇ ਲਗਵਾ ਕੇ ਉਨ੍ਹਾਂ ਦਾ ਭਰੋਸਾ ਬਰਕਰਾਰ ਰੱਖਿਆ ਗਿਆ ਹੈ। ਸੰਸਥਾ ਦੇ ਡਾਇਰੈਕਟਰ ਕੰਗ ਅਤੇ ਚੱਠਾ ਨੇ ਦੱਸਿਆ ਕਿ ਆਸਟ੍ਰੇਲੀਆ ਦੇ ਅਗਲੇ ਇਨਟੇਕ ਲਈ ਦਾਖਲੇ ਸ਼ੁਰੂ ਹੋ ਚੁੱਕੇ ਹ <box>420 428 524 472</box>
story1-headline-line1: ਸ਼ਹਿਰ 'ਚ ਚੋਰੀ ਅਤੇ ਲੁੱਟ-ਖੋਹ ਦੀਆਂ <box>55 92 291 113</box>
greetings-caption: ਜਨਮ ਦਿਨ 'ਤੇ ਵਧਾਈ ਦਿੰਦੇ ਹੋਏ ਪਰਿਵਾਰਕ ਮੈਂਬਰ ਅਤੇ ਸਨੇਹੀ ਸੱਜਣ। <box>608 1018 666 1037</box>
masthead-date: ਐਤਵਾਰ, 14 ਦਸੰਬਰ 2025 <box>338 66 417 74</box>
story6-body-col2: ਤਰਨ ਤਾਰਨ, 13 ਦਸੰਬਰ (ਹਰਿੰਦਰ ਸਿੰਘ)-ਤਰਨ ਤਾਰਨ ਸ਼ਹਿਰ ਅੰਦਰ ਦਿਨ ਪ੍ਰਤੀ ਦਿਨ ਵਧ ਰਹੀ ਟ੍ਰੈਫਿਕ ਸਮੱਸਿਆ ਕਾਰਨ ਲੋਕਾਂ ਨੂੰ ਭਾਰੀ ਪ੍ਰੇਸ਼ਾਨੀਆਂ ਦਾ ਸਾਹਮਣਾ ਕਰਨਾ ਪੈ ਰਿਹਾ ਹੈ। ਸ਼ਹਿਰ ਦੇ ਮੁੱਖ ਬਾਜ਼ਾਰਾਂ ਵਿਚ ਘੰਟਿਆਂ ਬੱਧੀ ਜਾਮ ਲੱਗੇ ਰਹਿੰਦੇ ਹਨ ਪਰ ਟ੍ਰੈਫਿਕ ਪੁਲਿਸ ਸਿਰਫ਼ ਲੋਕਾਂ ਦੇ ਚਲਾਨ ਕੱਟਣ ਤੱਕ ਹੀ ਸੀਮਿਤ ਹੋ ਕੇ ਰਹਿ ਗਈ ਹੈ। <box>98 752 180 812</box>
section-divider-2 <box>8 664 668 665</box>
story6-body-col3: ਤਰਨ ਤਾਰਨ, 13 ਦਸੰਬਰ (ਹਰਿੰਦਰ ਸਿੰਘ)-ਤਰਨ ਤਾਰਨ ਸ਼ਹਿਰ ਅੰਦਰ ਦਿਨ ਪ੍ਰਤੀ ਦਿਨ ਵਧ ਰਹੀ ਟ੍ਰੈਫਿਕ ਸਮੱਸਿਆ ਕਾਰਨ ਲੋਕਾਂ ਨੂੰ ਭਾਰੀ ਪ੍ਰੇਸ਼ਾਨੀਆਂ ਦਾ ਸਾਹਮਣਾ ਕਰਨਾ ਪੈ ਰਿਹਾ ਹੈ। ਸ਼ਹਿਰ ਦੇ ਮੁੱਖ ਬਾਜ਼ਾਰਾਂ ਵਿਚ ਘੰਟਿਆਂ ਬੱਧੀ ਜਾਮ ਲੱਗੇ ਰਹਿੰਦੇ ਹਨ ਪਰ ਟ੍ਰੈਫਿਕ ਪੁਲਿਸ ਸਿਰਫ਼ ਲੋਕਾਂ ਦੇ ਚਲਾਨ ਕੱਟਣ ਤੱਕ ਹੀ ਸੀਮਿਤ ਹੋ ਕੇ ਰਹਿ ਗਈ ਹੈ। <box>184 752 266 812</box>
story4-photo-caption: ਵੀਜ਼ਾ ਮਿਲਣ 'ਤੇ ਵਿਦਿਆਰਥੀ ਨੂੰ ਸਨਮਾਨਿਤ ਕਰਦੇ ਹੋਏ। <box>310 590 420 596</box>
story4-body-col1: ਅੰਮ੍ਰਿਤਸਰ, 13 ਦਸੰਬਰ (ਅਜੀਤ ਪ੍ਰਤੀਨਿਧ)-ਇਮੀਗ੍ਰੇਸ਼ਨ ਖੇਤਰ ਦੀ ਮੰਨੀ-ਪ੍ਰਮੰਨੀ ਸੰਸਥਾ ਵਲੋਂ ਆਸਟ੍ਰੇਲੀਆ ਜਾਣ ਵਾਲੇ ਵਿਦਿਆਰਥੀਆਂ ਦੇ ਵੀਜ਼ੇ ਲਗਵਾ ਕੇ ਉਨ੍ਹਾਂ ਦਾ ਭਰੋਸਾ ਬਰਕਰਾਰ ਰੱਖਿਆ ਗਿਆ ਹੈ। ਸੰਸਥਾ ਦੇ ਡਾਇਰੈਕਟਰ ਕੰਗ ਅਤੇ ਚੱਠਾ ਨੇ ਦੱਸਿਆ ਕਿ ਆਸਟ੍ਰੇਲੀਆ ਦੇ ਅਗਲੇ ਇਨਟੇਕ ਲਈ ਦਾਖਲੇ ਸ਼ੁਰੂ ਹੋ ਚੁੱਕੇ ਹ <box>310 428 414 472</box>
story2-top-caption: ਪਿੰਡ ਸਭਰਾ ਦੀਆਂ ਸੰਗਤਾਂ ਸੰਤ ਬਾਬਾ ਸੁੱਖਾ ਸਿੰਘ ਦਾ ਸਨਮਾਨ ਕਰਦੀਆਂ ਹੋਈਆਂ। <box>342 184 496 190</box>
story7-photo-caption: ਸ਼ਾਹ ਹਰਬੰਸ ਸਿੰਘ ਇੰਟਰਨੈਸ਼ਨਲ ਸਕੂਲ ਦੇ ਸਾਲਾਨਾ ਸਮਾਗਮ ਮੌਕੇ ਮੁੱਖ ਮਹਿਮਾਨ ਅਤੇ ਪ੍ਰਬੰਧਕ। <box>368 800 552 806</box>
story2-headline-line2: ਬਾਬਾ ਸੁੱਖਾ ਸਿੰਘ ਦਾ ਸਨਮਾਨ <box>406 225 604 247</box>
page-number: 12 <box>492 24 520 52</box>
story3-photo-caption: ਸਕੂਲ ਦੇ ਖੇਡ ਮੇਲੇ ਵਿਚ ਭਾਗ ਲੈਣ ਵਾਲੇ ਵਿਦਿਆਰਥੀ ਅਤੇ ਸਟਾਫ ਮੈਂਬਰ। <box>18 489 158 495</box>
story3-body-col4: ਖਡੂਰ ਸਾਹਿਬ, 13 ਦਸੰਬਰ (ਅਜੀਤ ਪ੍ਰਤੀਨਿਧ)-ਬਲਜੀਤ ਮੈਮੋਰੀਅਲ ਸਕੂਲ ਕਾਹਲਵਾਂ ਵਿਖੇ ਸਾਲਾਨਾ ਖੇਡ ਮੇਲਾ ਕਰਵਾਇਆ ਗਿਆ ਜਿਸ ਵਿਚ ਵਿਦਿਆਰਥੀਆਂ ਨੇ ਵੱਖ-ਵੱਖ ਖੇਡਾਂ ਵਿਚ ਵੱਧ ਚੜ੍ਹ ਕੇ ਹਿੱਸਾ ਲਿਆ। ਦੌੜਾਂ, ਰੱਸਾਕਸ਼ੀ, ਲੰਬੀ ਛਾਲ ਅਤੇ ਹੋਰ ਮੁਕਾਬਲਿਆਂ ਦੇ ਜੇਤੂ ਵਿਦਿਆਰਥੀਆਂ ਨੂੰ ਇਨਾਮ ਦੇ ਕੇ ਸਨਮਾਨਿਤ ਕੀਤਾ ਗਿਆ। ਸਕੂਲ ਪ੍ਰਿੰਸੀਪਲ ਨੇ ਕਿਹਾ ਕਿ ਖੇਡਾਂ ਬੱਚਿਆਂ ਦੇ ਸਰੀਰਕ ਅਤੇ ਮਾਨਸਿਕ ਵਿਕਾਸ ਲਈ ਬਹੁਤ ਜ਼ਰੂਰੀ ਹਨ। <box>234 530 304 628</box>
story7-body-col4: ਖਡੂਰ ਸਾਹਿਬ, 13 ਦਸੰਬਰ (ਅਜੀਤ ਪ੍ਰਤੀਨਿਧ)-ਸ਼ਾਹ ਹਰਬੰਸ ਸਿੰਘ ਇੰਟਰਨੈਸ਼ਨਲ ਸਕੂਲ ਰਾਣੀਵਲਾਹ ਵਿਖੇ ਸਾਲਾਨਾ ਸਮਾਗਮ ਕਰਵਾਇਆ ਗਿਆ ਜਿਸ ਵਿਚ ਵਿਦਿਆਰਥੀਆਂ ਵਲੋਂ ਰੰਗਾਰੰਗ ਸੱਭਿਆਚਾਰਕ ਪ੍ਰੋਗਰਾਮ ਪੇਸ਼ ਕੀਤਾ ਗਿਆ। ਸਮਾਗਮ ਵਿਚ ਮੁੱਖ ਮਹਿਮਾਨ ਵਜੋਂ ਪਹੁੰਚੀਆਂ ਸ਼ਖ਼ਸੀਅਤਾਂ ਨੇ ਬੱਚਿਆਂ ਦੀ ਪੇਸ਼ਕਾਰੀ ਦੀ ਭਰਪੂਰ ਸ਼ਲਾਘਾ ਕੀਤੀ। ਗਿੱਧਾ, ਭੰਗੜਾ, ਕਵੀਸ਼ਰੀ ਅਤੇ ਨਾਟਕਾਂ ਰਾਹੀਂ ਵਿਦਿਆਰਥੀਆਂ ਨੇ ਸਮਾਜਿਕ ਬੁਰਾਈਆਂ ਪ੍ਰਤੀ ਜਾਗਰੂਕ ਕੀਤਾ। ਇਸ ਮੌਕੇ ਪੜ੍ਹਾਈ ਅਤੇ ਖੇਡਾਂ ਵਿਚ ਮੱਲਾਂ ਮਾਰਨ ਵਾਲੇ ਵਿਦਿਆਰਥੀਆਂ ਨੂੰ ਇਨਾਮ ਵੰਡੇ ਗਏ। ਸਕੂਲ ਪ੍ਰਬੰਧਕ ਕਮੇਟੀ ਨੇ ਆਏ ਹੋਏ ਮਹਿਮਾਨਾਂ ਦਾ ਧੰਨਵਾਦ ਕੀਤਾ। <box>548 874 604 1032</box>
story5-headline-line2: ਕਾਬੂ ਕਰੇ ਪੁਲਿਸ-ਪ੍ਰਗਣ ਬਿਮਲ ਅਰੋੜਾ <box>532 496 640 505</box>
column-rule-1 <box>339 86 340 370</box>
students-group-icon <box>19 377 300 486</box>
footer-left: C M Y K <box>10 1072 29 1078</box>
masthead-title-right: ਅਜੀਤ <box>340 20 480 60</box>
